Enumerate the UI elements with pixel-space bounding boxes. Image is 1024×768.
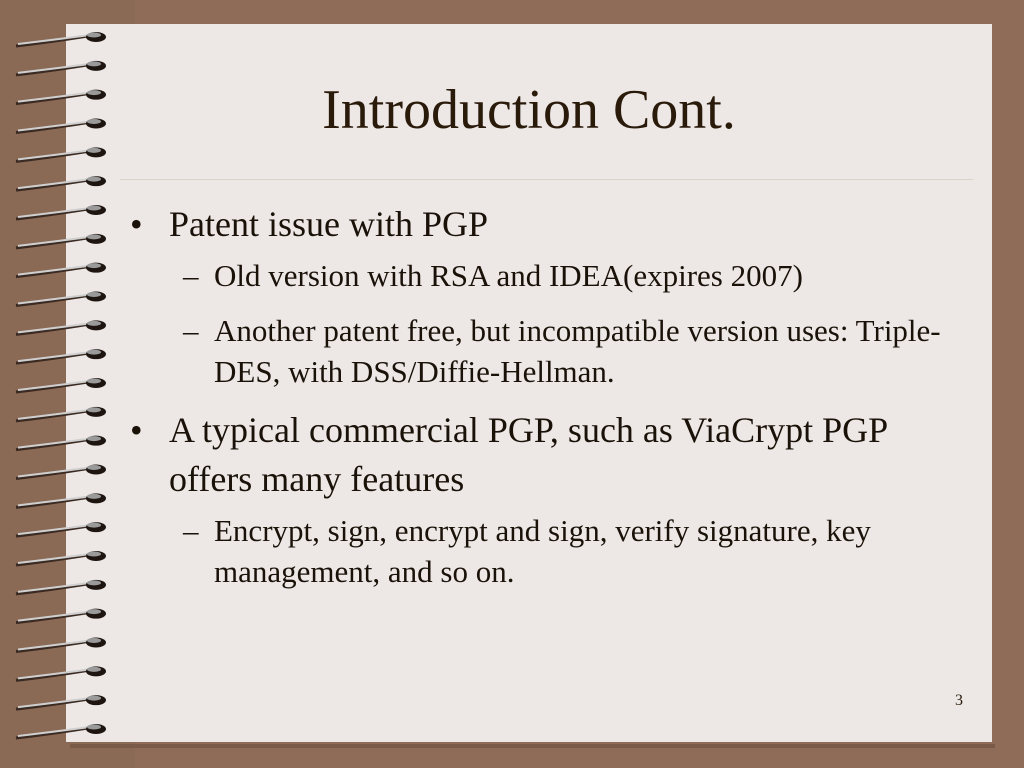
spiral-coil bbox=[16, 695, 106, 709]
spiral-coil bbox=[16, 61, 106, 75]
spiral-coil bbox=[16, 32, 106, 46]
spiral-coil bbox=[16, 263, 106, 277]
spiral-coil bbox=[16, 320, 106, 334]
spiral-coil bbox=[16, 724, 106, 738]
sub-bullet-marker: – bbox=[183, 258, 199, 293]
spiral-coil bbox=[16, 580, 106, 594]
sub-bullet-item bbox=[183, 255, 960, 296]
spiral-coil bbox=[16, 436, 106, 450]
page-number: 3 bbox=[955, 692, 963, 709]
sub-bullet-text: Another patent free, but incompatible version uses: Triple-DES, with DSS/Diffie-Hellman. bbox=[214, 313, 941, 389]
spiral-coil bbox=[16, 551, 106, 565]
spiral-coil bbox=[16, 609, 106, 623]
sub-bullet-text: Old version with RSA and IDEA(expires 2007) bbox=[214, 258, 803, 293]
spiral-coil bbox=[16, 493, 106, 507]
sub-bullet-marker: – bbox=[183, 313, 199, 348]
slide-title: Introduction Cont. bbox=[322, 79, 736, 141]
bullet-text: A typical commercial PGP, such as ViaCrypt PGP offers many features bbox=[169, 410, 887, 499]
title-divider bbox=[120, 179, 973, 180]
bullet-item bbox=[130, 200, 960, 249]
spiral-coil bbox=[16, 522, 106, 536]
slide-body bbox=[130, 200, 960, 606]
bullet-marker: • bbox=[130, 204, 143, 244]
spiral-coil bbox=[16, 147, 106, 161]
spiral-coil bbox=[16, 638, 106, 652]
spiral-coil bbox=[16, 407, 106, 421]
spiral-coil bbox=[16, 465, 106, 479]
bullet-item bbox=[130, 406, 960, 504]
spiral-coil bbox=[16, 666, 106, 680]
spiral-coil bbox=[16, 234, 106, 248]
sub-bullet-item bbox=[183, 310, 960, 392]
spiral-coil bbox=[16, 378, 106, 392]
spiral-coil bbox=[16, 205, 106, 219]
sub-bullet-marker: – bbox=[183, 513, 199, 548]
spiral-coil bbox=[16, 349, 106, 363]
spiral-coil bbox=[16, 292, 106, 306]
spiral-coil bbox=[16, 176, 106, 190]
page-shadow bbox=[70, 744, 995, 748]
sub-bullet-item bbox=[183, 510, 960, 592]
sub-bullet-text: Encrypt, sign, encrypt and sign, verify signature, key management, and so on. bbox=[214, 513, 871, 589]
bullet-marker: • bbox=[130, 410, 143, 450]
bullet-text: Patent issue with PGP bbox=[169, 204, 489, 244]
